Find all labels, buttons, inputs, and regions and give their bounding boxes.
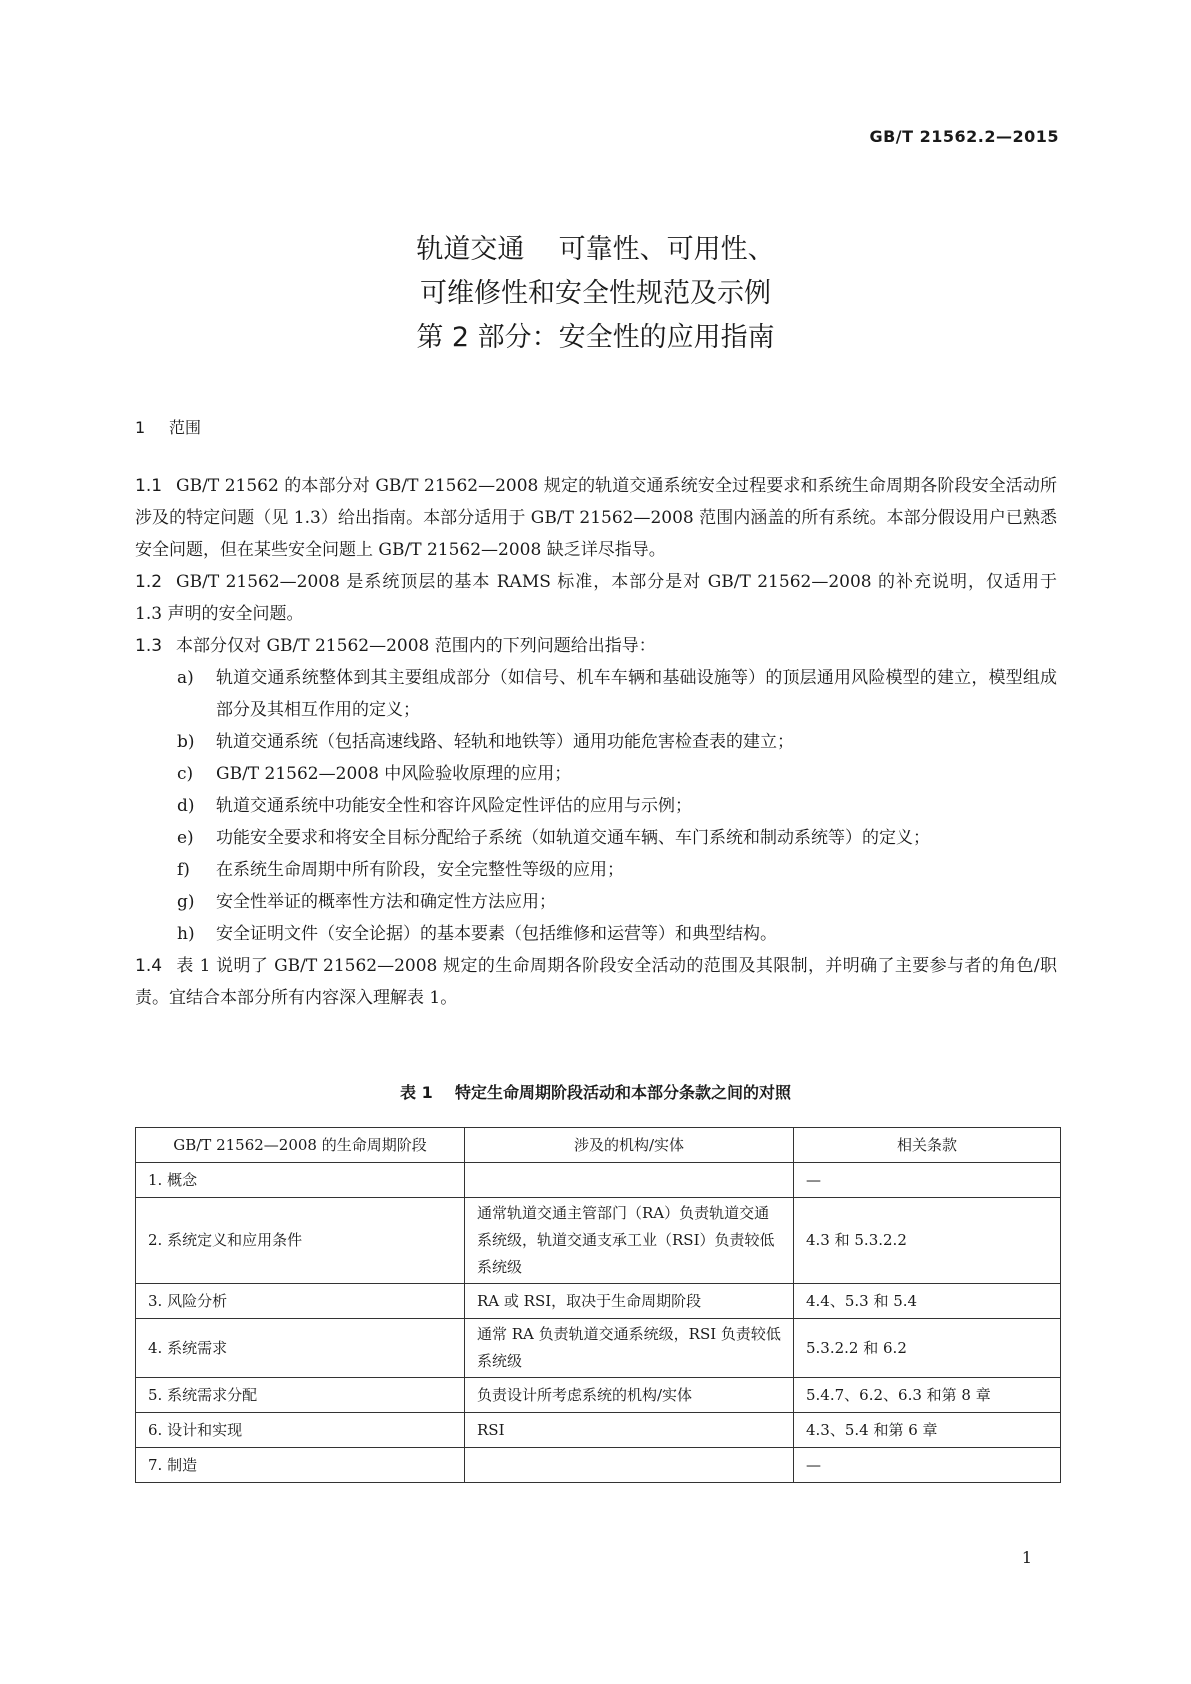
cell-phase: 4. 系统需求 [136,1319,465,1378]
list-letter: g) [177,892,195,912]
lifecycle-table [135,1127,1061,1483]
paragraph-1-1 [135,470,1057,566]
cell-entity: 通常 RA 负责轨道交通系统级，RSI 负责较低系统级 [465,1319,794,1378]
table-row [136,1413,1061,1448]
document-title [0,228,1191,360]
cell-entity: RSI [465,1413,794,1448]
section-title: 范围 [169,418,202,437]
cell-clauses: 4.3、5.4 和第 6 章 [794,1413,1061,1448]
header-entity: 涉及的机构/实体 [465,1128,794,1163]
cell-entity: 通常轨道交通主管部门（RA）负责轨道交通系统级，轨道交通支承工业（RSI）负责较低系统级 [465,1198,794,1284]
paragraph-text: 本部分仅对 GB/T 21562—2008 范围内的下列问题给出指导： [176,636,656,656]
table-header-row [136,1128,1061,1163]
paragraph-1-3 [135,630,1057,662]
list-text: 轨道交通系统中功能安全性和容许风险定性评估的应用与示例； [216,796,692,816]
title-line-2: 可维修性和安全性规范及示例 [420,278,771,309]
cell-phase: 1. 概念 [136,1163,465,1198]
header-lifecycle-phase: GB/T 21562—2008 的生命周期阶段 [136,1128,465,1163]
list-text: 功能安全要求和将安全目标分配给子系统（如轨道交通车辆、车门系统和制动系统等）的定义； [216,828,930,848]
list-letter: f) [177,860,190,880]
page-number: 1 [1021,1548,1032,1567]
table-row [136,1319,1061,1378]
list-text: 安全性举证的概率性方法和确定性方法应用； [216,892,556,912]
list-item [135,758,1057,790]
cell-clauses: 5.3.2.2 和 6.2 [794,1319,1061,1378]
cell-entity: 负责设计所考虑系统的机构/实体 [465,1378,794,1413]
cell-clauses: — [794,1448,1061,1483]
table-row [136,1284,1061,1319]
cell-clauses: 4.4、5.3 和 5.4 [794,1284,1061,1319]
list-text: GB/T 21562—2008 中风险验收原理的应用； [216,764,572,784]
paragraph-text: 表 1 说明了 GB/T 21562—2008 规定的生命周期各阶段安全活动的范围及其限制，并明确了主要参与者的角色/职责。宜结合本部分所有内容深入理解表 1。 [135,956,1057,1008]
list-letter: a) [177,668,194,688]
cell-clauses: 4.3 和 5.3.2.2 [794,1198,1061,1284]
body-text [135,470,1057,1014]
list-letter: b) [177,732,195,752]
paragraph-number: 1.3 [135,636,163,656]
list-item [135,822,1057,854]
table-row [136,1163,1061,1198]
table-row [136,1198,1061,1284]
list-item [135,726,1057,758]
paragraph-1-2 [135,566,1057,630]
table-row [136,1378,1061,1413]
table-caption: 表 1 特定生命周期阶段活动和本部分条款之间的对照 [400,1083,791,1102]
paragraph-text: GB/T 21562—2008 是系统顶层的基本 RAMS 标准，本部分是对 GB/T 21562—2008 的补充说明，仅适用于 1.3 声明的安全问题。 [135,572,1057,624]
cell-phase: 2. 系统定义和应用条件 [136,1198,465,1284]
paragraph-number: 1.2 [135,572,163,592]
list-letter: c) [177,764,194,784]
list-text: 安全证明文件（安全论据）的基本要素（包括维修和运营等）和典型结构。 [216,924,777,944]
list-item [135,918,1057,950]
paragraph-1-4 [135,950,1057,1014]
cell-entity: RA 或 RSI，取决于生命周期阶段 [465,1284,794,1319]
list-item [135,886,1057,918]
cell-clauses: — [794,1163,1061,1198]
list-letter: d) [177,796,195,816]
list-text: 在系统生命周期中所有阶段，安全完整性等级的应用； [216,860,624,880]
list-item [135,662,1057,726]
table-row [136,1448,1061,1483]
list-text: 轨道交通系统整体到其主要组成部分（如信号、机车车辆和基础设施等）的顶层通用风险模型的建立，模型组成部分及其相互作用的定义； [216,668,1057,720]
cell-phase: 5. 系统需求分配 [136,1378,465,1413]
list-item [135,854,1057,886]
header-clauses: 相关条款 [794,1128,1061,1163]
section-number: 1 [135,418,146,437]
list-letter: h) [177,924,195,944]
section-heading [135,415,201,438]
cell-clauses: 5.4.7、6.2、6.3 和第 8 章 [794,1378,1061,1413]
title-line-3: 第 2 部分：安全性的应用指南 [416,322,775,353]
paragraph-number: 1.4 [135,956,163,976]
paragraph-number: 1.1 [135,476,163,496]
cell-phase: 3. 风险分析 [136,1284,465,1319]
standard-code: GB/T 21562.2—2015 [869,127,1059,146]
list-item [135,790,1057,822]
cell-entity [465,1163,794,1198]
cell-phase: 6. 设计和实现 [136,1413,465,1448]
cell-entity [465,1448,794,1483]
list-text: 轨道交通系统（包括高速线路、轻轨和地铁等）通用功能危害检查表的建立； [216,732,794,752]
cell-phase: 7. 制造 [136,1448,465,1483]
paragraph-text: GB/T 21562 的本部分对 GB/T 21562—2008 规定的轨道交通系统安全过程要求和系统生命周期各阶段安全活动所涉及的特定问题（见 1.3）给出指南。本部分适用于 GB/T 21562—2008 范围内涵盖的所有系统。本部分假设用户已熟悉安全问题，但在某些安全问题上 GB/T 21562—2008 缺乏详尽指导。 [135,476,1057,560]
list-letter: e) [177,828,194,848]
title-line-1: 轨道交通 可靠性、可用性、 [416,234,775,265]
